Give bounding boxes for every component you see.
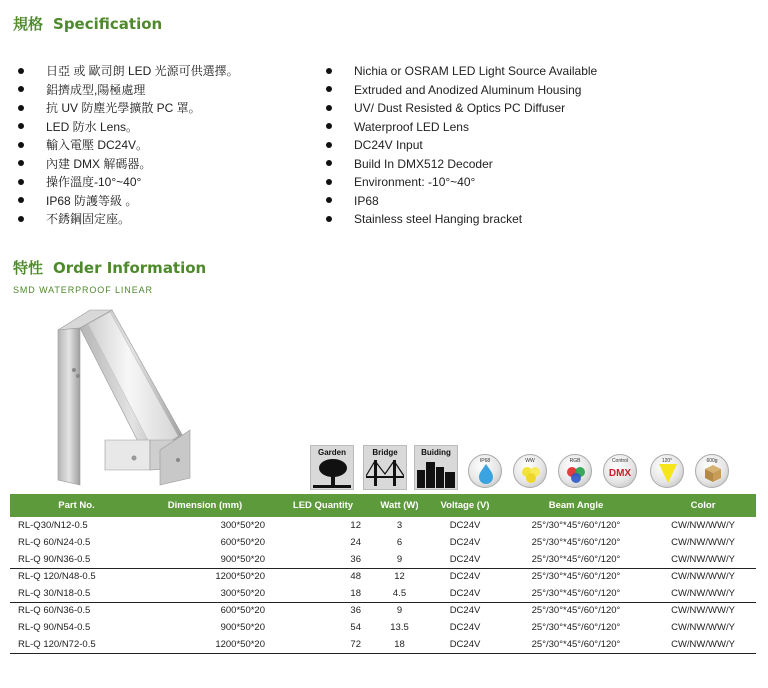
table-row [10,619,756,636]
part-no-cell: RL-Q 60/N36-0.5 [10,602,135,619]
spec-list-item [326,136,597,155]
dimension-cell: 300*50*20 [220,520,265,531]
dimension-cell: 600*50*20 [135,602,275,619]
bullet-icon [326,86,332,92]
spec-list-item [326,192,597,211]
spec-list-item [18,155,239,174]
led-quantity-cell: 24 [350,537,361,548]
part-no-cell: RL-Q 60/N24-0.5 [18,537,91,548]
spec-en-item-text: Stainless steel Hanging bracket [354,212,523,226]
table-header-row [10,494,756,517]
spec-list-item [326,210,597,229]
spec-list-item [18,99,239,118]
bullet-icon [18,86,24,92]
tree-icon [313,458,351,488]
voltage-cell: DC24V [449,537,481,548]
bullet-icon [18,123,24,129]
voltage-cell: DC24V [449,520,481,531]
spec-zh-item-text: LED 防水 Lens。 [46,119,139,134]
led-quantity-cell: 18 [350,587,361,599]
watt-cell: 13.5 [390,622,409,633]
beam-angle-cell: 25°/30°*45°/60°/120° [531,553,621,565]
color-cell: CW/NW/WW/Y [671,537,735,548]
voltage-cell: DC24V [449,622,481,633]
color-cell: CW/NW/WW/Y [671,520,735,531]
table-row [10,585,756,602]
dimension-cell: 300*50*20 [220,587,265,599]
order-title-zh: 特性 [13,259,44,277]
spec-list-item [326,155,597,174]
building-label: Buiding [421,448,451,457]
beam-angle-cell: 25°/30°*45°/60°/120° [502,636,650,653]
led-quantity-cell: 72 [275,636,371,653]
spec-zh-item-text: 抗 UV 防塵光學擴散 PC 罩。 [46,101,201,115]
dimension-cell: 1200*50*20 [135,636,275,653]
water-drop-icon [469,455,503,489]
bullet-icon [18,68,24,74]
spec-list-item [18,136,239,155]
order-table [10,494,756,654]
table-row [10,636,756,653]
bullet-icon [18,105,24,111]
bullet-icon [18,160,24,166]
spec-list-item [326,81,597,100]
watt-cell: 3 [396,520,403,531]
dimension-cell: 1200*50*20 [135,568,275,585]
led-quantity-cell: 54 [350,622,361,633]
voltage-cell: DC24V [449,587,481,599]
voltage-cell: DC24V [428,568,502,585]
spec-list-item [326,99,597,118]
bullet-icon [326,68,332,74]
beam-angle-cell: 25°/30°*45°/60°/120° [531,537,621,548]
bullet-icon [326,160,332,166]
spec-title-zh: 規格 [13,15,44,33]
header-watt: Watt (W) [371,494,428,517]
ip68-icon: IP68 [468,454,502,488]
bullet-icon [18,197,24,203]
order-section-title [13,257,206,278]
spec-zh-item-text: 內建 DMX 解碼器。 [46,156,152,171]
beam-angle-cell: 25°/30°*45°/60°/120° [531,587,621,599]
table-body [10,517,756,653]
bullet-icon [326,123,332,129]
color-cell: CW/NW/WW/Y [650,602,756,619]
led-quantity-cell: 36 [350,553,361,565]
table-row [10,568,756,585]
rgb-icon: RGB [558,454,592,488]
voltage-cell: DC24V [428,636,502,653]
spec-zh-item-text: 操作溫度-10°~40° [46,175,142,189]
header-color: Color [650,494,756,517]
spec-list-chinese [18,62,239,229]
table-row [10,551,756,568]
dmx-control-icon: Control DMX [603,454,637,488]
part-no-cell: RL-Q 120/N48-0.5 [10,568,135,585]
spec-list-english [326,62,597,229]
header-voltage: Voltage (V) [428,494,502,517]
spec-list-item [18,62,239,81]
part-no-cell: RL-Q 90/N36-0.5 [18,553,91,565]
spec-en-item-text: DC24V Input [354,138,423,152]
bullet-icon [326,105,332,111]
box-icon [696,455,730,489]
spec-zh-item-text: 日亞 或 歐司朗 LED 光源可供選擇。 [46,64,239,78]
part-no-cell: RL-Q 30/N18-0.5 [18,587,91,599]
spec-zh-item-text: 不銹鋼固定座。 [46,212,131,226]
dmx-text: DMX [608,468,632,479]
header-dimension: Dimension (mm) [135,494,275,517]
watt-cell: 6 [396,537,403,548]
spec-en-item-text: Nichia or OSRAM LED Light Source Available [354,64,598,78]
bullet-icon [326,216,332,222]
dimension-cell: 900*50*20 [220,553,265,565]
led-quantity-cell: 48 [275,568,371,585]
color-cell: CW/NW/WW/Y [650,568,756,585]
garden-label: Garden [317,448,346,457]
spec-zh-item-text: 輸入電壓 DC24V。 [46,138,149,152]
spec-en-item-text: UV/ Dust Resisted & Optics PC Diffuser [354,101,566,115]
color-cell: CW/NW/WW/Y [650,636,756,653]
watt-cell: 4.5 [392,587,407,599]
spec-list-item [18,192,239,211]
bullet-icon [18,179,24,185]
header-part-no: Part No. [10,494,135,517]
building-icon [417,458,455,488]
bullet-icon [18,142,24,148]
dimension-cell: 900*50*20 [220,622,265,633]
spec-list-item [326,173,597,192]
light-beam-icon [651,455,685,489]
bridge-icon [366,458,404,488]
beam-angle-cell: 25°/30°*45°/60°/120° [502,602,650,619]
spec-list-item [18,81,239,100]
spec-title-en: Specification [53,15,163,33]
color-cell: CW/NW/WW/Y [671,587,735,599]
led-quantity-cell: 36 [275,602,371,619]
header-beam-angle: Beam Angle [502,494,650,517]
spec-list-item [326,62,597,81]
bullet-icon [18,216,24,222]
ww-icon: WW [513,454,547,488]
weight-icon: 600g [695,454,729,488]
table-row [10,602,756,619]
part-no-cell: RL-Q 120/N72-0.5 [10,636,135,653]
spec-list-item [18,173,239,192]
spec-zh-item-text: 鋁擠成型,陽極處理 [46,82,146,97]
building-scene-icon [414,445,458,490]
header-led-quantity: LED Quantity [275,494,371,517]
order-title-en: Order Information [53,259,207,277]
part-no-cell: RL-Q 90/N54-0.5 [18,622,91,633]
bullet-icon [326,142,332,148]
watt-cell: 18 [371,636,428,653]
spec-en-item-text: Extruded and Anodized Aluminum Housing [354,82,582,97]
color-cell: CW/NW/WW/Y [671,622,735,633]
table-row [10,517,756,534]
rgb-circles-icon [559,455,593,489]
watt-cell: 9 [396,553,403,565]
bridge-label: Bridge [372,448,398,457]
bridge-scene-icon [363,445,407,490]
part-no-cell: RL-Q30/N12-0.5 [18,520,88,531]
spec-list-item [326,118,597,137]
bullet-icon [326,179,332,185]
watt-cell: 12 [371,568,428,585]
spec-list-item [18,118,239,137]
spec-zh-item-text: IP68 防護等級 。 [46,193,138,208]
table-row [10,534,756,551]
spec-en-item-text: IP68 [354,193,379,208]
voltage-cell: DC24V [449,553,481,565]
spec-en-item-text: Environment: -10°~40° [354,175,476,189]
spec-section-title [13,13,162,34]
garden-scene-icon [310,445,354,490]
color-cell: CW/NW/WW/Y [671,553,735,565]
warm-white-circles-icon [514,455,548,489]
product-subtitle: SMD WATERPROOF LINEAR [13,285,153,295]
spec-en-item-text: Waterproof LED Lens [354,119,469,134]
beam-angle-cell: 25°/30°*45°/60°/120° [531,622,621,633]
beam-angle-cell: 25°/30°*45°/60°/120° [502,568,650,585]
spec-en-item-text: Build In DMX512 Decoder [354,156,493,171]
bullet-icon [326,197,332,203]
voltage-cell: DC24V [428,602,502,619]
dimension-cell: 600*50*20 [220,537,265,548]
beam-angle-icon: 120° [650,454,684,488]
product-image [50,300,200,490]
led-quantity-cell: 12 [350,520,361,531]
spec-list-item [18,210,239,229]
watt-cell: 9 [371,602,428,619]
beam-angle-cell: 25°/30°*45°/60°/120° [531,520,621,531]
